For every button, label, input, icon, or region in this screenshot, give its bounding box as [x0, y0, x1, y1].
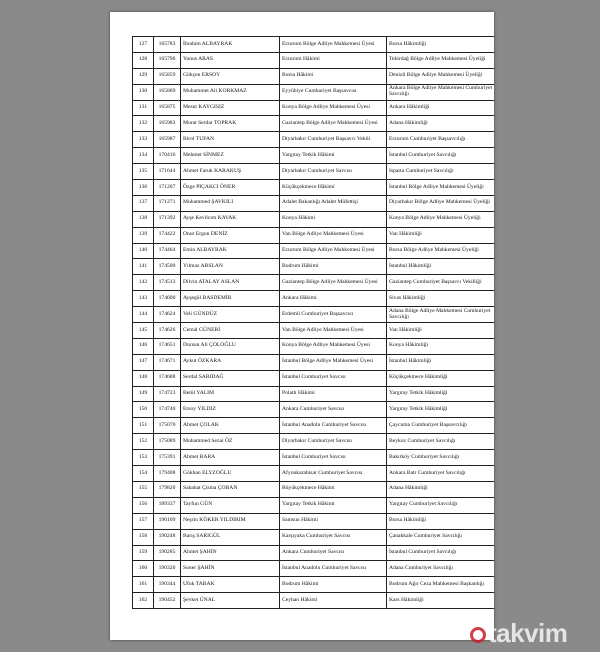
registry-number: 171207 [154, 180, 181, 196]
row-number: 137 [133, 195, 154, 211]
new-position: Beykoz Cumhuriyet Savcılığı [387, 434, 495, 450]
table-row [133, 450, 495, 466]
new-position: Bursa Hâkimliği [387, 37, 495, 53]
row-number: 151 [133, 418, 154, 434]
registry-number: 190285 [154, 545, 181, 561]
watermark [470, 618, 567, 649]
row-number: 148 [133, 370, 154, 386]
person-name: Neşrin KÖKER YILDIRIM [181, 513, 280, 529]
person-name: Tayfun GÜN [181, 497, 280, 513]
row-number: 141 [133, 259, 154, 275]
person-name: Ahmet ÇOLAK [181, 418, 280, 434]
person-name: Özge PIÇAKCI ÖNER [181, 180, 280, 196]
row-number: 142 [133, 275, 154, 291]
new-position: Erzurum Cumhuriyet Başsavcılığı [387, 132, 495, 148]
registry-number: 174723 [154, 386, 181, 402]
table-row [133, 164, 495, 180]
new-position: Bursa Hâkimliği [387, 513, 495, 529]
previous-position: Bodrum Hâkimi [280, 577, 387, 593]
person-name: Serdal SARIDAĞ [181, 370, 280, 386]
table-row [133, 561, 495, 577]
row-number: 149 [133, 386, 154, 402]
previous-position: Erzurum Bölge Adliye Mahkemesi Üyesi [280, 37, 387, 53]
registry-number: 165783 [154, 37, 181, 53]
person-name: Muhammet Ali KORKMAZ [181, 84, 280, 100]
previous-position: İstanbul Bölge Adliye Mahkemesi Üyesi [280, 354, 387, 370]
row-number: 139 [133, 227, 154, 243]
previous-position: Gaziantep Bölge Adliye Mahkemesi Üyesi [280, 275, 387, 291]
table-row [133, 402, 495, 418]
table-row [133, 354, 495, 370]
table-row [133, 211, 495, 227]
table-row [133, 338, 495, 354]
person-name: Ahmet BABA [181, 450, 280, 466]
table-row [133, 386, 495, 402]
new-position: Tekirdağ Bölge Adliye Mahkemesi Üyeliği [387, 52, 495, 68]
row-number: 130 [133, 84, 154, 100]
table-row [133, 180, 495, 196]
table-row [133, 275, 495, 291]
person-name: Gökhan ELYZOĞLU [181, 466, 280, 482]
person-name: Mehmet SİNMEZ [181, 148, 280, 164]
new-position: Çaycuma Cumhuriyet Başsavcılığı [387, 418, 495, 434]
new-position: Bakırköy Cumhuriyet Savcılığı [387, 450, 495, 466]
previous-position: Afyonkarahisar Cumhuriyet Savcısı [280, 466, 387, 482]
registry-number: 174422 [154, 227, 181, 243]
row-number: 128 [133, 52, 154, 68]
row-number: 136 [133, 180, 154, 196]
row-number: 155 [133, 481, 154, 497]
table-row [133, 434, 495, 450]
row-number: 154 [133, 466, 154, 482]
previous-position: Küçükçekmece Hâkimi [280, 180, 387, 196]
registry-number: 190248 [154, 529, 181, 545]
watermark-text: takvim [488, 618, 568, 648]
new-position: Van Hâkimliği [387, 227, 495, 243]
registry-number: 171392 [154, 211, 181, 227]
person-name: Şevket ÜNAL [181, 593, 280, 609]
table-row [133, 84, 495, 100]
registry-number: 174688 [154, 370, 181, 386]
previous-position: Ankara Cumhuriyet Savcısı [280, 402, 387, 418]
previous-position: Erzurum Bölge Adliye Mahkemesi Üyesi [280, 243, 387, 259]
new-position: Bursa Bölge Adliye Mahkemesi Üyeliği [387, 243, 495, 259]
row-number: 158 [133, 529, 154, 545]
table-row [133, 243, 495, 259]
previous-position: İstanbul Anadolu Cumhuriyet Savcısı [280, 561, 387, 577]
previous-position: Gaziantep Bölge Adliye Mahkemesi Üyesi [280, 116, 387, 132]
registry-number: 165869 [154, 84, 181, 100]
new-position: Adana Bölge Adliye Mahkemesi Cumhuriyet Savcılığı [387, 307, 495, 323]
previous-position: Van Bölge Adliye Mahkemesi Üyesi [280, 323, 387, 339]
registry-number: 165796 [154, 52, 181, 68]
table-row [133, 545, 495, 561]
table-row [133, 37, 495, 53]
person-name: İbrahim ALBAYRAK [181, 37, 280, 53]
table-row [133, 481, 495, 497]
row-number: 132 [133, 116, 154, 132]
previous-position: Diyarbakır Cumhuriyet Savcısı [280, 434, 387, 450]
new-position: Konya Hâkimliği [387, 338, 495, 354]
table-row [133, 100, 495, 116]
registry-number: 174624 [154, 307, 181, 323]
person-name: Ahmet ŞAHİN [181, 545, 280, 561]
person-name: Cemal GÜNERİ [181, 323, 280, 339]
registry-number: 174651 [154, 338, 181, 354]
registry-number: 175391 [154, 450, 181, 466]
new-position: Yargıtay Cumhuriyet Savcılığı [387, 497, 495, 513]
person-name: Ayşegül BASDEMİR [181, 291, 280, 307]
person-name: Murat Serdar TOPRAK [181, 116, 280, 132]
registry-number: 190344 [154, 577, 181, 593]
registry-number: 174600 [154, 291, 181, 307]
row-number: 161 [133, 577, 154, 593]
previous-position: Erzurum Hâkimi [280, 52, 387, 68]
table-row [133, 148, 495, 164]
table-row [133, 291, 495, 307]
new-position: İstanbul Hâkimliği [387, 259, 495, 275]
new-position: Adana Cumhuriyet Savcılığı [387, 561, 495, 577]
registry-number: 165983 [154, 116, 181, 132]
new-position: Diyarbakır Bölge Adliye Mahkemesi Üyeliği [387, 195, 495, 211]
previous-position: Yargıtay Tetkik Hâkimi [280, 497, 387, 513]
person-name: Soner ŞAHİN [181, 561, 280, 577]
registry-number: 165859 [154, 68, 181, 84]
row-number: 150 [133, 402, 154, 418]
previous-position: Konya Bölge Adliye Mahkemesi Üyesi [280, 338, 387, 354]
previous-position: Polatlı Hâkimi [280, 386, 387, 402]
previous-position: Erdemli Cumhuriyet Başsavcısı [280, 307, 387, 323]
table-row [133, 466, 495, 482]
new-position: İstanbul Bölge Adliye Mahkemesi Üyeliği [387, 180, 495, 196]
previous-position: Adalet Bakanlığı Adalet Müfettişi [280, 195, 387, 211]
registry-number: 174740 [154, 402, 181, 418]
row-number: 156 [133, 497, 154, 513]
appointments-table [132, 36, 494, 609]
table-row [133, 227, 495, 243]
new-position: İstanbul Hâkimliği [387, 354, 495, 370]
table-row [133, 529, 495, 545]
table-body [133, 37, 495, 609]
new-position: İstanbul Cumhuriyet Savcılığı [387, 148, 495, 164]
new-position: Konya Bölge Adliye Mahkemesi Üyeliği [387, 211, 495, 227]
table-row [133, 307, 495, 323]
registry-number: 174464 [154, 243, 181, 259]
person-name: Ersoy YILDIZ [181, 402, 280, 418]
table-row [133, 259, 495, 275]
new-position: Van Hâkimliği [387, 323, 495, 339]
registry-number: 179820 [154, 481, 181, 497]
new-position: Bodrum Ağır Ceza Mahkemesi Başkanlığı [387, 577, 495, 593]
row-number: 152 [133, 434, 154, 450]
table-row [133, 323, 495, 339]
registry-number: 174500 [154, 259, 181, 275]
registry-number: 171271 [154, 195, 181, 211]
person-name: Dursun Ali ÇOLOĞLU [181, 338, 280, 354]
person-name: Gökçen ERSOY [181, 68, 280, 84]
table-row [133, 132, 495, 148]
previous-position: Konya Hâkimi [280, 211, 387, 227]
row-number: 144 [133, 307, 154, 323]
registry-number: 170416 [154, 148, 181, 164]
registry-number: 189337 [154, 497, 181, 513]
person-name: Muhammed Sezai ÖZ [181, 434, 280, 450]
row-number: 127 [133, 37, 154, 53]
previous-position: İstanbul Cumhuriyet Savcısı [280, 370, 387, 386]
registry-number: 165875 [154, 100, 181, 116]
new-position: Gaziantep Cumhuriyet Başsavcı Vekilliği [387, 275, 495, 291]
person-name: Betül YALIM [181, 386, 280, 402]
person-name: Mesut KAYGISIZ [181, 100, 280, 116]
person-name: Emin ALBAYRAK [181, 243, 280, 259]
previous-position: Ankara Hâkimi [280, 291, 387, 307]
previous-position: Diyarbakır Cumhuriyet Başsavcı Vekili [280, 132, 387, 148]
watermark-logo-icon [470, 627, 486, 643]
previous-position: İstanbul Anadolu Cumhuriyet Savcısı [280, 418, 387, 434]
table-row [133, 52, 495, 68]
new-position: Isparta Cumhuriyet Savcılığı [387, 164, 495, 180]
previous-position: Karşıyaka Cumhuriyet Savcısı [280, 529, 387, 545]
table-row [133, 68, 495, 84]
new-position: Yargıtay Tetkik Hâkimliği [387, 386, 495, 402]
new-position: Küçükçekmece Hâkimliği [387, 370, 495, 386]
person-name: Aykut ÖZKARA [181, 354, 280, 370]
new-position: Ankara Bölge Adliye Mahkemesi Cumhuriyet Savcılığı [387, 84, 495, 100]
person-name: Sabahat Çisma ÇOBAN [181, 481, 280, 497]
row-number: 146 [133, 338, 154, 354]
new-position: Çanakkale Cumhuriyet Savcılığı [387, 529, 495, 545]
person-name: Muhammed ŞAVKILI [181, 195, 280, 211]
previous-position: Yargıtay Tetkik Hâkimi [280, 148, 387, 164]
table-row [133, 370, 495, 386]
new-position: Adana Hâkimliği [387, 116, 495, 132]
person-name: Dilvin ATALAY ASLAN [181, 275, 280, 291]
previous-position: Ceyhan Hâkimi [280, 593, 387, 609]
row-number: 162 [133, 593, 154, 609]
row-number: 157 [133, 513, 154, 529]
row-number: 140 [133, 243, 154, 259]
row-number: 160 [133, 561, 154, 577]
row-number: 138 [133, 211, 154, 227]
previous-position: Büyükçekmece Hâkimi [280, 481, 387, 497]
person-name: Veli GÜNDÜZ [181, 307, 280, 323]
previous-position: Bodrum Hâkimi [280, 259, 387, 275]
person-name: Yılmaz ARSLAN [181, 259, 280, 275]
person-name: Yunus ARAS [181, 52, 280, 68]
registry-number: 174626 [154, 323, 181, 339]
row-number: 153 [133, 450, 154, 466]
row-number: 135 [133, 164, 154, 180]
new-position: Adana Hâkimliği [387, 481, 495, 497]
new-position: Ankara Batı Cumhuriyet Savcılığı [387, 466, 495, 482]
row-number: 143 [133, 291, 154, 307]
row-number: 159 [133, 545, 154, 561]
person-name: Ahmet Faruk KARAKUŞ [181, 164, 280, 180]
table-row [133, 577, 495, 593]
registry-number: 175070 [154, 418, 181, 434]
table-row [133, 418, 495, 434]
table-row [133, 195, 495, 211]
person-name: Ayşe Kevilcım KAVAK [181, 211, 280, 227]
new-position: Sivas Hâkimliği [387, 291, 495, 307]
previous-position: Ankara Cumhuriyet Savcısı [280, 545, 387, 561]
table-row [133, 593, 495, 609]
previous-position: Diyarbakır Cumhuriyet Savcısı [280, 164, 387, 180]
table-row [133, 116, 495, 132]
new-position: Yargıtay Tetkik Hâkimliği [387, 402, 495, 418]
previous-position: Van Bölge Adliye Mahkemesi Üyesi [280, 227, 387, 243]
table-row [133, 513, 495, 529]
document-page [110, 12, 494, 640]
registry-number: 174513 [154, 275, 181, 291]
row-number: 134 [133, 148, 154, 164]
person-name: Barış SARIGÜL [181, 529, 280, 545]
previous-position: Samsun Hâkimi [280, 513, 387, 529]
new-position: İstanbul Cumhuriyet Savcılığı [387, 545, 495, 561]
new-position: Ankara Hâkimliği [387, 100, 495, 116]
registry-number: 165987 [154, 132, 181, 148]
person-name: Birol TUFAN [181, 132, 280, 148]
new-position: Kars Hâkimliği [387, 593, 495, 609]
registry-number: 190320 [154, 561, 181, 577]
registry-number: 175089 [154, 434, 181, 450]
person-name: Onur Ergun DENİZ [181, 227, 280, 243]
table-row [133, 497, 495, 513]
previous-position: Konya Bölge Adliye Mahkemesi Üyesi [280, 100, 387, 116]
previous-position: Bursa Hâkimi [280, 68, 387, 84]
registry-number: 190109 [154, 513, 181, 529]
row-number: 129 [133, 68, 154, 84]
row-number: 147 [133, 354, 154, 370]
previous-position: İstanbul Cumhuriyet Savcısı [280, 450, 387, 466]
previous-position: Eyyübiye Cumhuriyet Başsavcısı [280, 84, 387, 100]
row-number: 145 [133, 323, 154, 339]
row-number: 131 [133, 100, 154, 116]
new-position: Denizli Bölge Adliye Mahkemesi Üyeliği [387, 68, 495, 84]
row-number: 133 [133, 132, 154, 148]
registry-number: 171644 [154, 164, 181, 180]
person-name: Ufuk TABAK [181, 577, 280, 593]
registry-number: 190452 [154, 593, 181, 609]
registry-number: 174671 [154, 354, 181, 370]
registry-number: 179408 [154, 466, 181, 482]
